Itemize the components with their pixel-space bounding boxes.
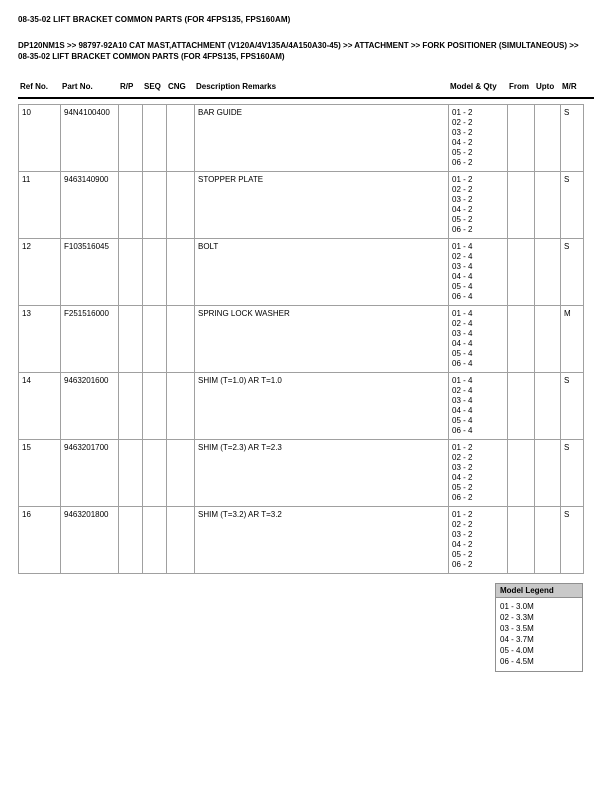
model-qty-line: 05 - 4 (452, 416, 473, 425)
model-qty-line: 03 - 2 (452, 195, 473, 204)
model-legend-item: 05 - 4.0M (500, 646, 534, 655)
cell-cng (167, 507, 195, 574)
cell-seq (143, 507, 167, 574)
model-qty-line: 06 - 4 (452, 426, 473, 435)
cell-ref: 10 (19, 105, 61, 172)
model-qty-line: 03 - 2 (452, 128, 473, 137)
cell-ref: 12 (19, 239, 61, 306)
cell-part: 9463201700 (61, 440, 119, 507)
cell-rp (119, 172, 143, 239)
column-header-description: Description Remarks (196, 82, 277, 91)
model-qty-line: 05 - 2 (452, 148, 473, 157)
page-title: 08-35-02 LIFT BRACKET COMMON PARTS (FOR 4FPS135, FPS160AM) (18, 15, 291, 24)
model-qty-line: 02 - 2 (452, 118, 473, 127)
model-qty-line: 04 - 4 (452, 339, 473, 348)
cell-rp (119, 105, 143, 172)
cell-from (508, 306, 535, 373)
cell-ref: 11 (19, 172, 61, 239)
model-qty-line: 02 - 2 (452, 453, 473, 462)
cell-upto (535, 306, 561, 373)
cell-desc: BAR GUIDE (195, 105, 449, 172)
model-qty-line: 06 - 2 (452, 560, 473, 569)
cell-desc: SHIM (T=1.0) AR T=1.0 (195, 373, 449, 440)
model-legend-item: 03 - 3.5M (500, 624, 534, 633)
cell-rp (119, 507, 143, 574)
cell-seq (143, 239, 167, 306)
cell-mr: S (561, 440, 584, 507)
cell-model_qty (449, 105, 508, 172)
model-qty-line: 04 - 2 (452, 540, 473, 549)
column-header-ref: Ref No. (20, 82, 48, 91)
cell-from (508, 373, 535, 440)
model-legend-item: 02 - 3.3M (500, 613, 534, 622)
model-legend-item: 04 - 3.7M (500, 635, 534, 644)
model-qty-line: 02 - 2 (452, 520, 473, 529)
parts-table-body (19, 105, 584, 574)
cell-cng (167, 105, 195, 172)
model-qty-line: 03 - 2 (452, 530, 473, 539)
cell-mr: S (561, 373, 584, 440)
model-qty-line: 04 - 4 (452, 272, 473, 281)
cell-upto (535, 105, 561, 172)
column-header-mr: M/R (562, 82, 577, 91)
model-legend-item: 06 - 4.5M (500, 657, 534, 666)
model-qty-line: 01 - 2 (452, 443, 473, 452)
model-legend-title: Model Legend (496, 584, 582, 598)
cell-ref: 14 (19, 373, 61, 440)
cell-from (508, 239, 535, 306)
model-qty-line: 06 - 2 (452, 158, 473, 167)
model-qty-line: 01 - 4 (452, 376, 473, 385)
cell-upto (535, 172, 561, 239)
cell-from (508, 172, 535, 239)
cell-ref: 16 (19, 507, 61, 574)
cell-mr: M (561, 306, 584, 373)
cell-rp (119, 373, 143, 440)
cell-upto (535, 373, 561, 440)
model-qty-line: 04 - 2 (452, 205, 473, 214)
cell-part: 94N4100400 (61, 105, 119, 172)
table-header-row (18, 82, 594, 99)
cell-model_qty (449, 507, 508, 574)
cell-desc: SPRING LOCK WASHER (195, 306, 449, 373)
model-qty-line: 03 - 4 (452, 396, 473, 405)
cell-cng (167, 440, 195, 507)
cell-cng (167, 172, 195, 239)
model-legend-items (496, 598, 582, 671)
model-qty-line: 02 - 4 (452, 386, 473, 395)
column-header-rp: R/P (120, 82, 134, 91)
cell-model_qty (449, 373, 508, 440)
cell-seq (143, 440, 167, 507)
model-legend-item: 01 - 3.0M (500, 602, 534, 611)
column-header-from: From (509, 82, 529, 91)
table-row (19, 172, 584, 239)
cell-rp (119, 440, 143, 507)
model-qty-line: 03 - 4 (452, 329, 473, 338)
model-qty-line: 05 - 2 (452, 483, 473, 492)
model-qty-line: 04 - 2 (452, 473, 473, 482)
cell-mr: S (561, 507, 584, 574)
cell-ref: 13 (19, 306, 61, 373)
cell-upto (535, 507, 561, 574)
column-header-seq: SEQ (144, 82, 161, 91)
cell-cng (167, 239, 195, 306)
cell-upto (535, 239, 561, 306)
cell-mr: S (561, 105, 584, 172)
parts-table (18, 104, 584, 574)
model-qty-line: 05 - 2 (452, 215, 473, 224)
cell-from (508, 507, 535, 574)
cell-cng (167, 373, 195, 440)
cell-from (508, 105, 535, 172)
cell-seq (143, 105, 167, 172)
cell-desc: SHIM (T=3.2) AR T=3.2 (195, 507, 449, 574)
cell-mr: S (561, 239, 584, 306)
cell-desc: SHIM (T=2.3) AR T=2.3 (195, 440, 449, 507)
breadcrumb: DP120NM1S >> 98797-92A10 CAT MAST,ATTACHMENT (V120A/4V135A/4A150A30-45) >> ATTACHMENT >> FORK POSITIONER (SIMULTANEOUS) >> 08-35-02 LIFT BRACKET COMMON PARTS (FOR 4FPS135, FPS160AM) (18, 41, 579, 61)
cell-desc: STOPPER PLATE (195, 172, 449, 239)
model-qty-line: 04 - 2 (452, 138, 473, 147)
table-row (19, 440, 584, 507)
model-qty-line: 06 - 2 (452, 493, 473, 502)
column-header-cng: CNG (168, 82, 186, 91)
cell-part: 9463140900 (61, 172, 119, 239)
cell-part: F251516000 (61, 306, 119, 373)
cell-rp (119, 306, 143, 373)
model-qty-line: 03 - 4 (452, 262, 473, 271)
cell-seq (143, 306, 167, 373)
table-row (19, 105, 584, 172)
column-header-model-qty: Model & Qty (450, 82, 497, 91)
cell-cng (167, 306, 195, 373)
cell-part: 9463201600 (61, 373, 119, 440)
model-qty-line: 05 - 4 (452, 349, 473, 358)
model-qty-line: 01 - 2 (452, 108, 473, 117)
cell-desc: BOLT (195, 239, 449, 306)
cell-part: F103516045 (61, 239, 119, 306)
model-qty-line: 06 - 4 (452, 359, 473, 368)
model-qty-line: 01 - 4 (452, 242, 473, 251)
cell-rp (119, 239, 143, 306)
model-qty-line: 06 - 4 (452, 292, 473, 301)
model-qty-line: 01 - 2 (452, 510, 473, 519)
table-row (19, 239, 584, 306)
column-header-upto: Upto (536, 82, 555, 91)
model-qty-line: 01 - 4 (452, 309, 473, 318)
model-qty-line: 04 - 4 (452, 406, 473, 415)
cell-upto (535, 440, 561, 507)
cell-model_qty (449, 440, 508, 507)
table-row (19, 507, 584, 574)
cell-model_qty (449, 172, 508, 239)
model-legend (495, 583, 583, 672)
model-qty-line: 02 - 2 (452, 185, 473, 194)
model-qty-line: 05 - 2 (452, 550, 473, 559)
model-qty-line: 02 - 4 (452, 319, 473, 328)
model-qty-line: 03 - 2 (452, 463, 473, 472)
cell-seq (143, 172, 167, 239)
model-qty-line: 05 - 4 (452, 282, 473, 291)
model-qty-line: 02 - 4 (452, 252, 473, 261)
cell-model_qty (449, 306, 508, 373)
column-header-part: Part No. (62, 82, 93, 91)
cell-model_qty (449, 239, 508, 306)
table-row (19, 373, 584, 440)
cell-part: 9463201800 (61, 507, 119, 574)
cell-seq (143, 373, 167, 440)
cell-ref: 15 (19, 440, 61, 507)
table-row (19, 306, 584, 373)
model-qty-line: 06 - 2 (452, 225, 473, 234)
cell-from (508, 440, 535, 507)
cell-mr: S (561, 172, 584, 239)
model-qty-line: 01 - 2 (452, 175, 473, 184)
